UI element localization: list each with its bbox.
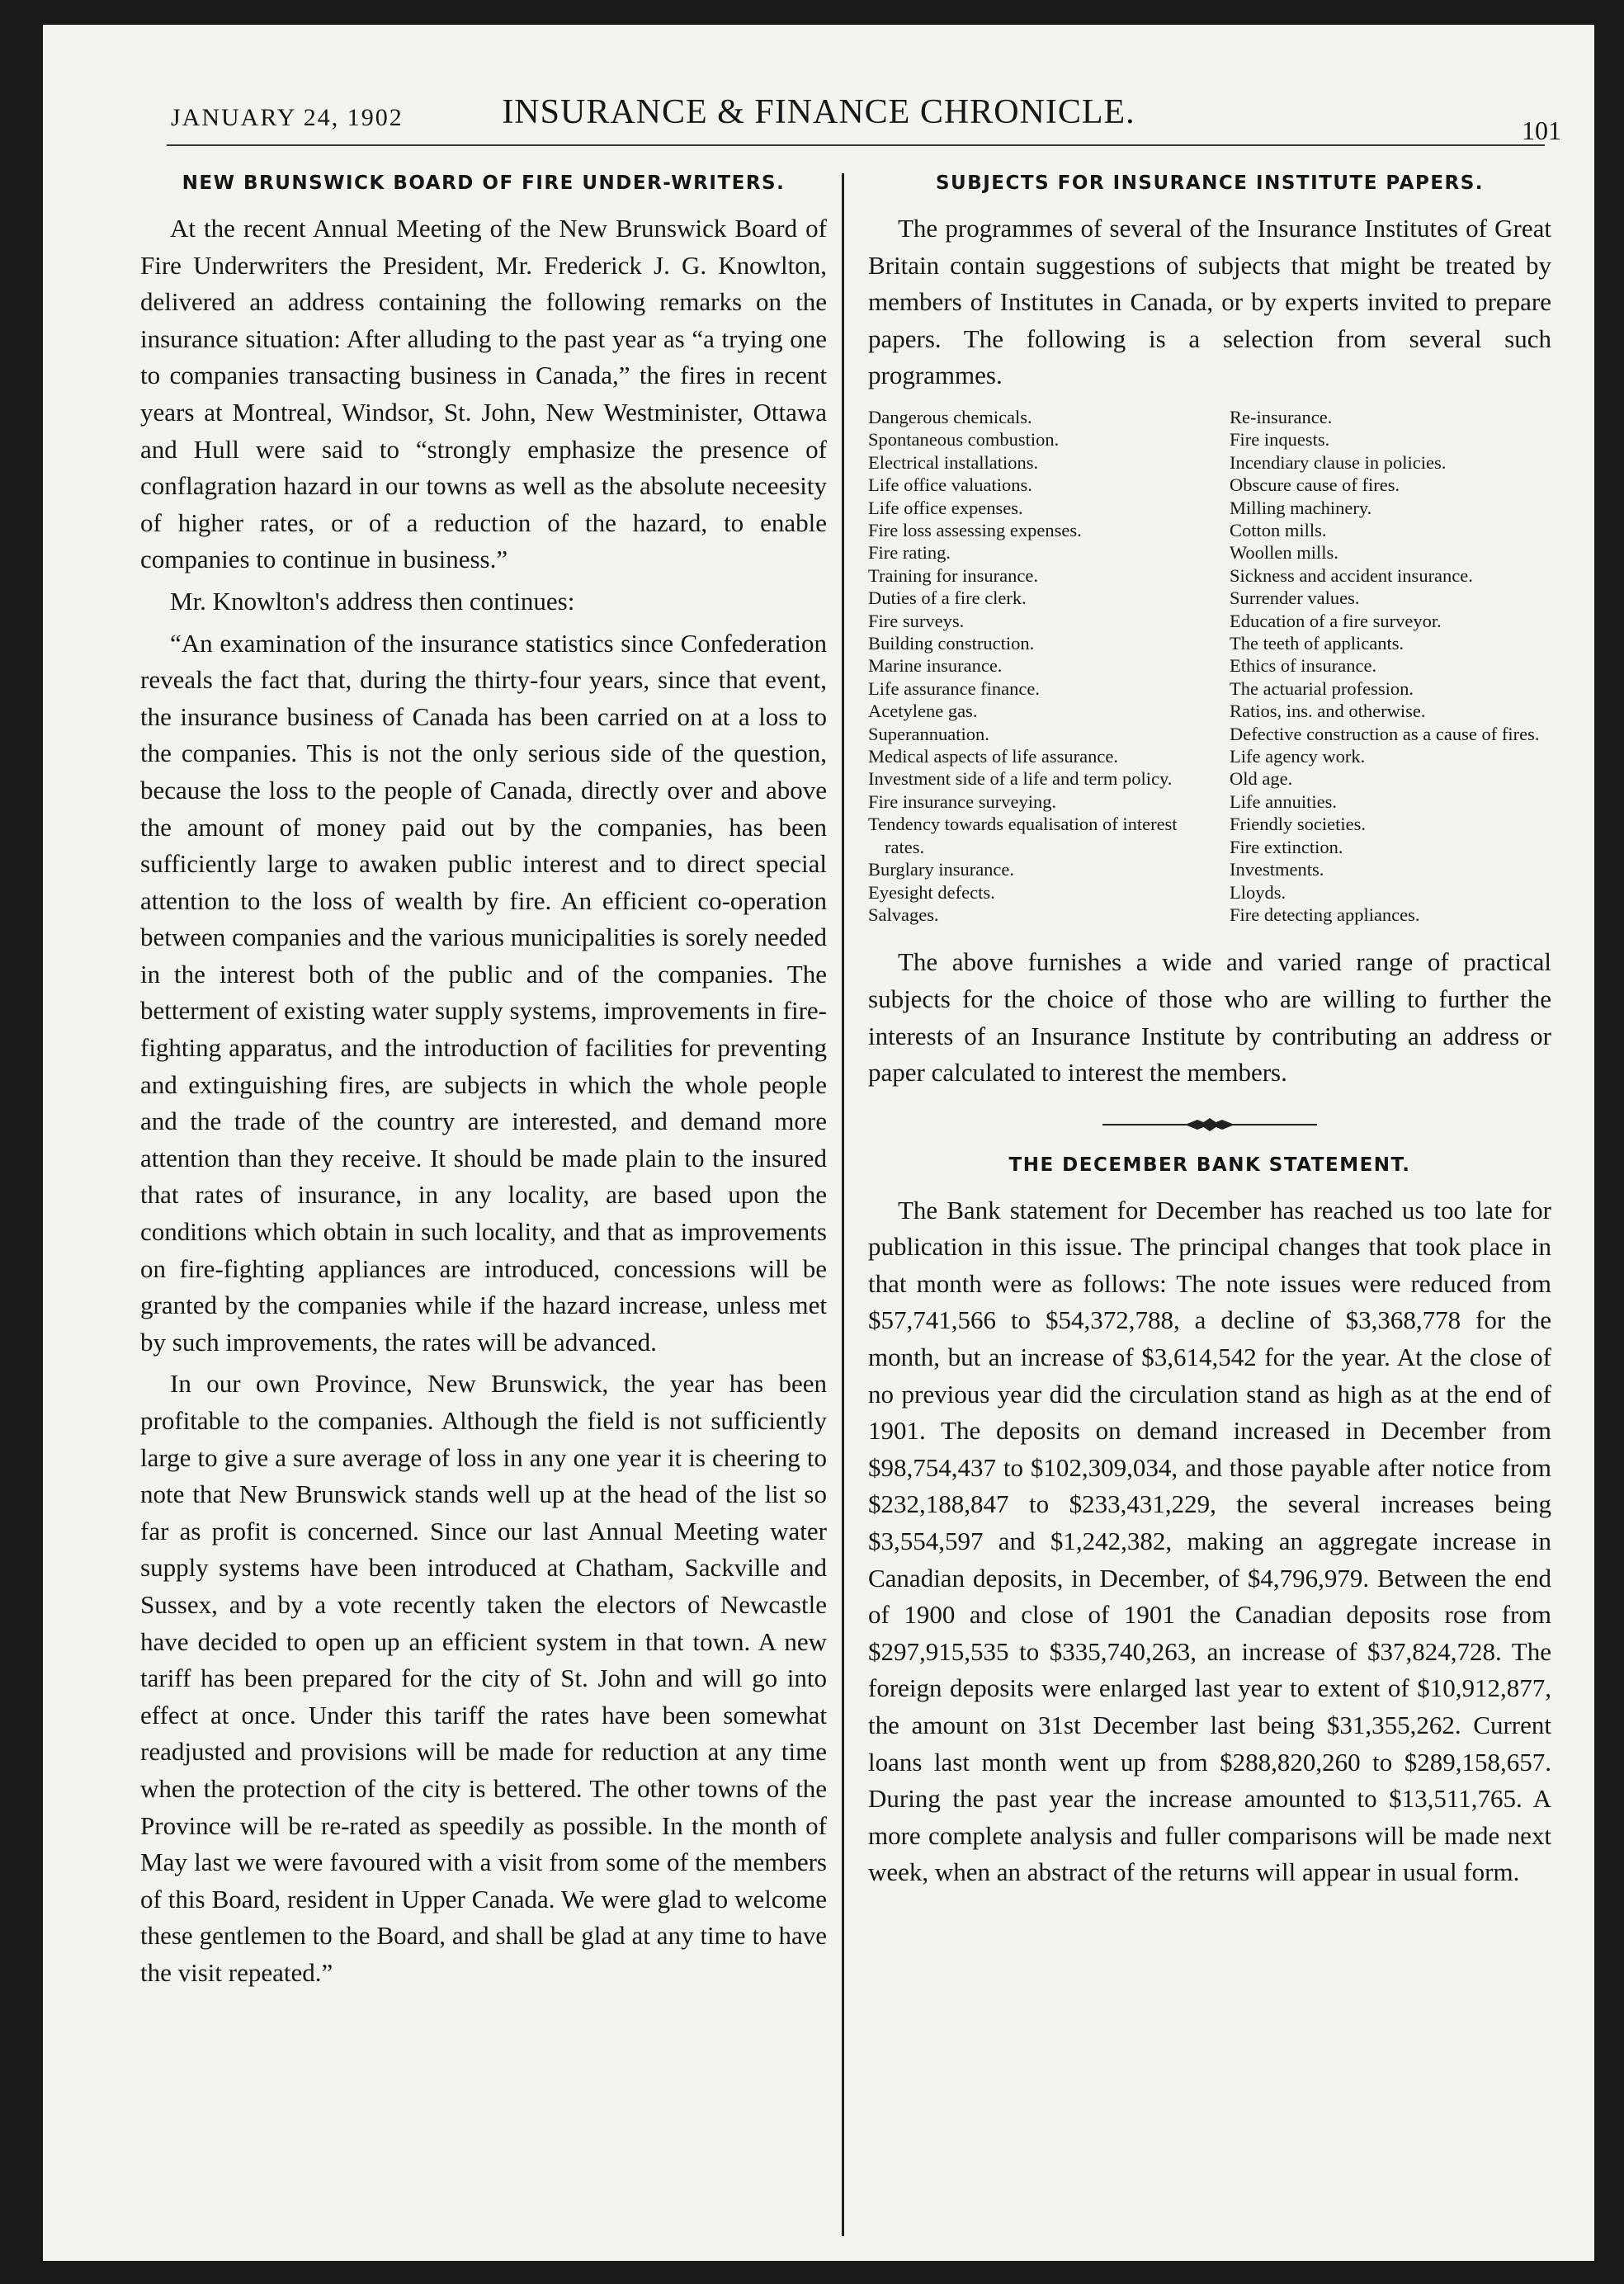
page-number: 101 xyxy=(1522,116,1561,145)
newspaper-page xyxy=(43,25,1594,2261)
topic-item: Incendiary clause in policies. xyxy=(1230,451,1447,473)
topic-item: Life office valuations. xyxy=(868,474,1032,496)
topic-item: Life agency work. xyxy=(1230,746,1366,767)
article-heading-bank-statement: THE DECEMBER BANK STATEMENT. xyxy=(1008,1154,1411,1176)
article-paragraph: The Bank statement for December has reached us too late for publication in this issue. The principal changes that took place in that month were as follows: The note issues were reduced from $57,741,566 to $54,372,788, a decline of $3,368,778 for the month, but an increase of $3,614,542 for the year. At the close of no previous year did the circulation stand as high as at the end of 1901. The deposits on demand increased in December from $98,754,437 to $102,309,034, and those payable after notice from $232,188,847 to $233,431,229, the several increases being $3,554,597 and $1,242,382, making an aggregate increase in Canadian deposits, in December, of $4,796,979. Between the end of 1900 and close of 1901 the Canadian deposits rose from $297,915,535 to $335,740,263, an increase of $37,824,728. The foreign deposits were enlarged last year to extent of $10,912,877, the amount on 31st December last being $31,355,262. Current loans last month went up from $288,820,260 to $289,158,657. During the past year the increase amounted to $13,511,765. A more complete analysis and fuller comparisons will be made next week, when an abstract of the returns will appear in usual form. xyxy=(868,1195,1551,1887)
topics-column-1 xyxy=(868,406,1213,926)
topics-column-2 xyxy=(1230,406,1551,926)
article-heading-institute-papers: SUBJECTS FOR INSURANCE INSTITUTE PAPERS. xyxy=(935,172,1485,194)
page-header xyxy=(43,25,1594,165)
topic-item: Cotton mills. xyxy=(1230,520,1327,540)
header-rule xyxy=(167,144,1545,146)
topic-item: Old age. xyxy=(1230,768,1293,790)
topic-item: Surrender values. xyxy=(1230,588,1360,609)
article-paragraph: “An examination of the insurance statistics since Confederation reveals the fact that, during the thirty-four years, since that event, the insurance business of Canada has been carried on at a loss to the companies. This is not the only serious side of the question, because the loss to the people of Canada, directly over and above the amount of money paid out by the companies, has been sufficiently large to awaken public interest and to direct special attention to the loss of wealth by fire. An efficient co-operation between companies and the various municipalities is sorely needed in the interest both of the public and of the companies. The betterment of existing water supply systems, improvements in fire-fighting apparatus, and the introduction of facilities for preventing and extinguishing fires, are subjects in which the whole people and the trade of the country are interested, and demand more attention than they receive. It should be made plain to the insured that rates of insurance, in any locality, are based upon the conditions which obtain in such locality, and that as improvements on fire-fighting appliances are introduced, concessions will be granted by the companies while if the hazard increase, unless met by such improvements, the rates will be advanced. xyxy=(140,628,827,1357)
topic-item: Fire inquests. xyxy=(1230,429,1330,451)
topic-item: Re-insurance. xyxy=(1230,406,1333,427)
column-divider xyxy=(842,173,844,2236)
article-paragraph: Mr. Knowlton's address then continues: xyxy=(170,586,575,616)
topic-item: Sickness and accident insurance. xyxy=(1230,564,1473,586)
topic-item: Medical aspects of life assurance. xyxy=(868,746,1118,767)
topic-item: Education of a fire surveyor. xyxy=(1230,610,1442,631)
article-paragraph: The programmes of several of the Insurance Institutes of Great Britain contain suggestions of subjects that might be treated by members of Institutes in Canada, or by experts invited to prepare papers. The following is a selection from several such programmes. xyxy=(868,214,1551,390)
left-column xyxy=(140,169,827,1997)
topic-item: The actuarial profession. xyxy=(1230,677,1414,699)
topic-item: Salvages. xyxy=(868,904,939,925)
article-paragraph: The above furnishes a wide and varied range of practical subjects for the choice of those who are willing to further the interests of an Insurance Institute by contributing an address or paper calculated to interest the members. xyxy=(868,947,1551,1088)
ornament-divider-icon xyxy=(1102,1116,1317,1133)
publication-title: INSURANCE & FINANCE CHRONICLE. xyxy=(502,93,1135,131)
topic-item: Life assurance finance. xyxy=(868,677,1041,699)
topic-item: Burglary insurance. xyxy=(868,859,1015,880)
topic-item: Building construction. xyxy=(868,633,1035,654)
topic-item: Spontaneous combustion. xyxy=(868,429,1060,451)
topic-item: Defective construction as a cause of fires. xyxy=(1230,723,1540,744)
topic-item: Acetylene gas. xyxy=(868,701,978,722)
issue-date: JANUARY 24, 1902 xyxy=(171,104,404,131)
topic-item: Milling machinery. xyxy=(1230,497,1372,518)
topic-item: Dangerous chemicals. xyxy=(868,406,1032,427)
topic-item: Marine insurance. xyxy=(868,655,1003,677)
topic-item: Eyesight defects. xyxy=(868,881,995,903)
topic-item: Fire insurance surveying. xyxy=(868,790,1057,812)
topic-item: Fire detecting appliances. xyxy=(1230,904,1420,925)
topic-item: Tendency towards equalisation of interest rates. xyxy=(868,814,1178,857)
topic-item: Obscure cause of fires. xyxy=(1230,474,1400,496)
topic-item: Investments. xyxy=(1230,859,1324,880)
topic-item: Fire extinction. xyxy=(1230,836,1343,857)
topic-item: Electrical installations. xyxy=(868,451,1039,473)
article-paragraph: At the recent Annual Meeting of the New Brunswick Board of Fire Underwriters the President, Mr. Frederick J. G. Knowlton, delivered an address containing the following remarks on the insurance situation: After alluding to the past year as “a trying one to companies transacting business in Canada,” the fires in recent years at Montreal, Windsor, St. John, New Westminister, Ottawa and Hull were said to “strongly emphasize the presence of conflagration hazard in our towns as well as the absolute neceesity of higher rates, or of a reduction of the hazard, to enable companies to continue in business.” xyxy=(140,214,827,574)
topic-item: Life office expenses. xyxy=(868,497,1023,518)
section-ornament xyxy=(868,1116,1551,1133)
topic-item: Ethics of insurance. xyxy=(1230,655,1377,677)
topic-item: Fire loss assessing expenses. xyxy=(868,520,1082,540)
topic-item: Woollen mills. xyxy=(1230,542,1338,564)
article-heading-nb-board: NEW BRUNSWICK BOARD OF FIRE UNDER-WRITERS. xyxy=(182,172,786,194)
topic-item: Fire surveys. xyxy=(868,610,965,631)
topic-item: Training for insurance. xyxy=(868,564,1039,586)
topic-item: Duties of a fire clerk. xyxy=(868,588,1027,609)
article-paragraph: In our own Province, New Brunswick, the year has been profitable to the companies. Although the field is not sufficiently large to give a sure average of loss in any one year it is cheering to note that New Brunswick stands well up at the head of the list so far as profit is concerned. Since our last Annual Meeting water supply systems have been introduced at Chatham, Sackville and Sussex, and by a vote recently taken the electors of Newcastle have decided to open up an efficient system in that town. A new tariff has been prepared for the city of St. John and will go into effect at once. Under this tariff the rates have been somewhat readjusted and provisions will be made for reduction at any time when the protection of the city is bettered. The other towns of the Province will be re-rated as speedily as possible. In the month of May last we were favoured with a visit from some of the members of this Board, resident in Upper Canada. We were glad to welcome these gentlemen to the Board, and shall be glad at any time to have the visit repeated.” xyxy=(140,1369,827,1987)
topic-item: Lloyds. xyxy=(1230,881,1286,903)
topic-item: The teeth of applicants. xyxy=(1230,633,1404,654)
topic-item: Investment side of a life and term policy. xyxy=(868,768,1173,790)
topic-item: Fire rating. xyxy=(868,542,951,564)
topic-item: Life annuities. xyxy=(1230,790,1337,812)
topics-list xyxy=(868,406,1551,926)
topic-item: Friendly societies. xyxy=(1230,814,1366,835)
topic-item: Superannuation. xyxy=(868,723,989,744)
right-column xyxy=(868,169,1551,1896)
topic-item: Ratios, ins. and otherwise. xyxy=(1230,701,1426,722)
